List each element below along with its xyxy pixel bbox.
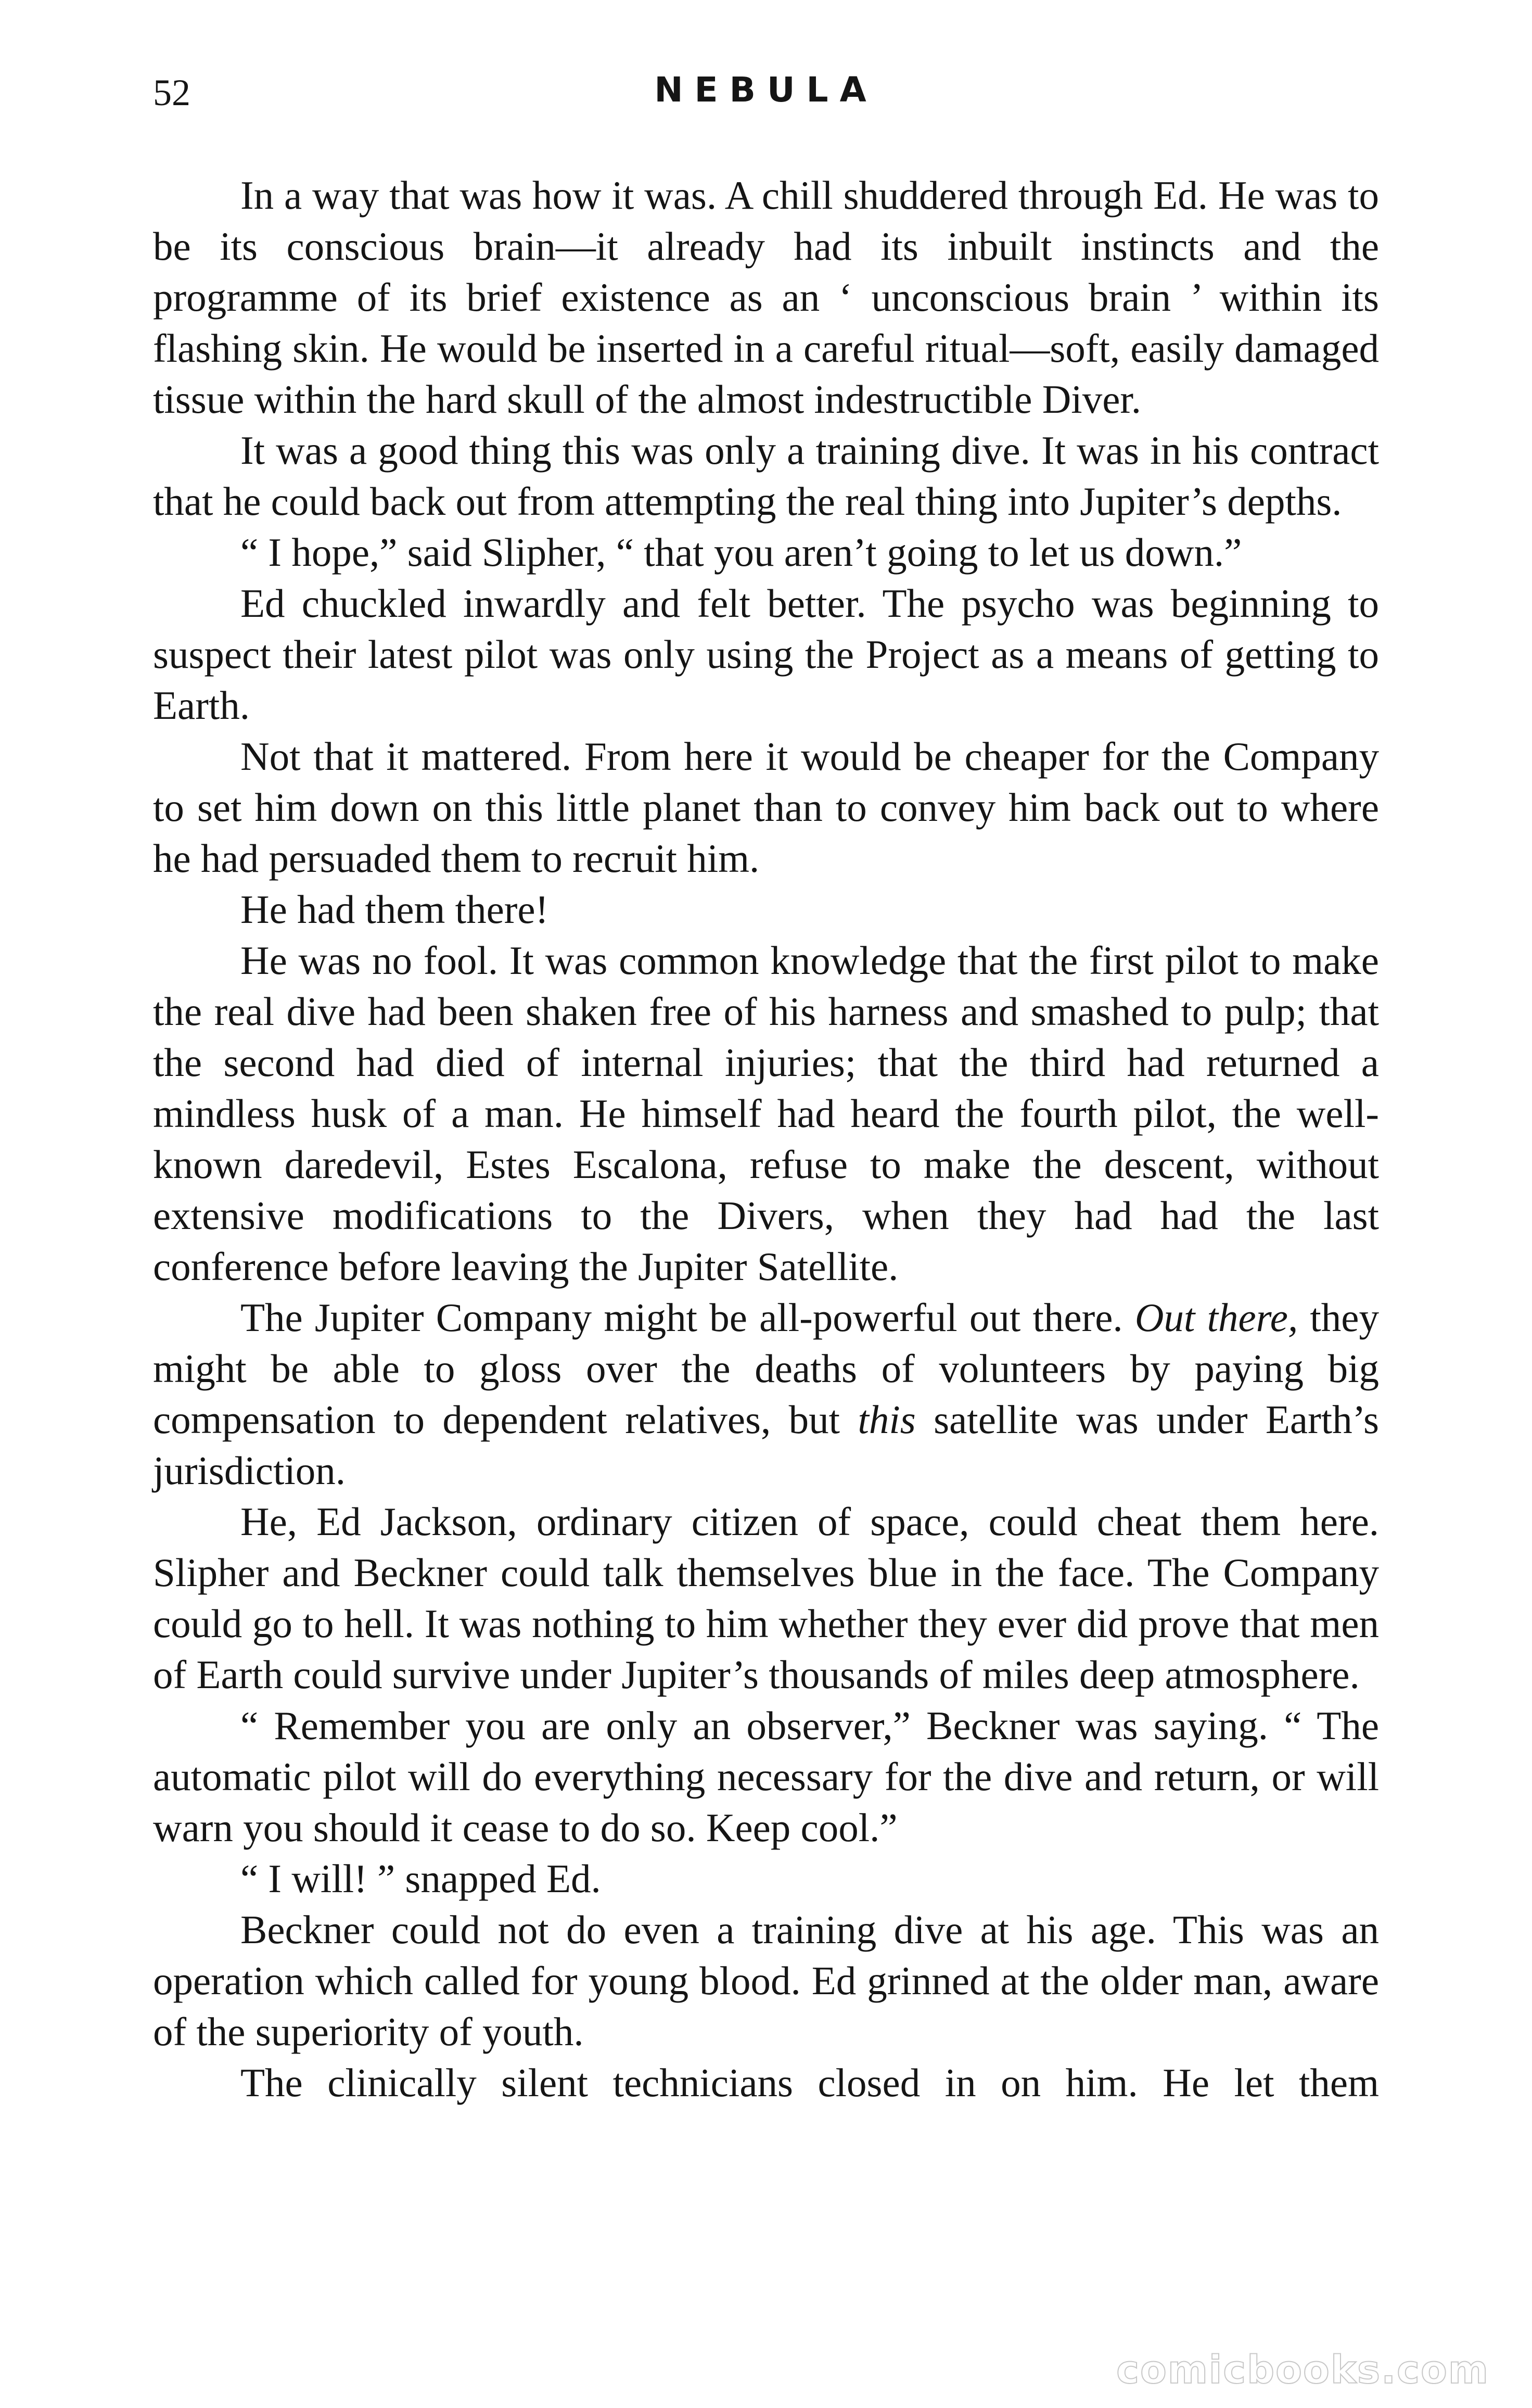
watermark: comicbooks.com [1116,2348,1489,2392]
paragraph [153,1292,1379,1496]
body-text [153,170,1379,2108]
paragraph: He, Ed Jackson, ordinary citizen of space, could cheat them here. Slipher and Beckner could talk themselves blue in the face. The Company could go to hell. It was nothing to him whether they ever did prove that men of Earth could survive under Jupiter’s thousands of miles deep atmosphere. [153,1499,1379,1697]
book-page [153,68,1379,2348]
paragraph: “ I hope,” said Slipher, “ that you aren’t going to let us down.” [240,530,1242,575]
paragraph-text: they might be able to gloss over the deaths of volunteers by paying big compensation to dependent relatives, but [153,1295,1379,1442]
paragraph: “ Remember you are only an observer,” Beckner was saying. “ The automatic pilot will do everything necessary for the dive and return, or will warn you should it cease to do so. Keep cool.” [153,1703,1379,1850]
paragraph: Ed chuckled inwardly and felt better. The psycho was beginning to suspect their latest pilot was only using the Project as a means of getting to Earth. [153,581,1379,728]
page-header [153,68,1379,130]
paragraph: “ I will! ” snapped Ed. [240,1856,601,1901]
paragraph: In a way that was how it was. A chill shuddered through Ed. He was to be its conscious brain—it already had its inbuilt instincts and the programme of its brief existence as an ‘ unconscious brain ’ within its flashing skin. He would be inserted in a careful ritual—soft, easily damaged tissue within the hard skull of the almost indestructible Diver. [153,173,1379,422]
paragraph: It was a good thing this was only a training dive. It was in his contract that he could back out from attempting the real thing into Jupiter’s depths. [153,428,1379,524]
running-title: NEBULA [654,70,878,110]
italic-text: this [858,1397,916,1442]
paragraph-text: The Jupiter Company might be all-powerful out there. [240,1295,1135,1340]
paragraph: He had them there! [240,887,549,932]
paragraph: Beckner could not do even a training dive at his age. This was an operation which called for young blood. Ed grinned at the older man, aware of the superiority of youth. [153,1907,1379,2054]
paragraph: The clinically silent technicians closed in on him. He let them [240,2060,1379,2105]
page-number: 52 [153,72,190,113]
paragraph: He was no fool. It was common knowledge that the first pilot to make the real dive had been shaken free of his harness and smashed to pulp; that the second had died of internal injuries; that the third had returned a mindless husk of a man. He himself had heard the fourth pilot, the well-known daredevil, Estes Escalona, refuse to make the descent, without extensive modifications to the Divers, when they had had the last conference before leaving the Jupiter Satellite. [153,938,1379,1289]
paragraph-text: satellite was under Earth’s jurisdiction. [153,1397,1379,1493]
italic-text: Out there, [1134,1295,1298,1340]
paragraph: Not that it mattered. From here it would be cheaper for the Company to set him down on this little planet than to convey him back out to where he had persuaded them to recruit him. [153,734,1379,881]
